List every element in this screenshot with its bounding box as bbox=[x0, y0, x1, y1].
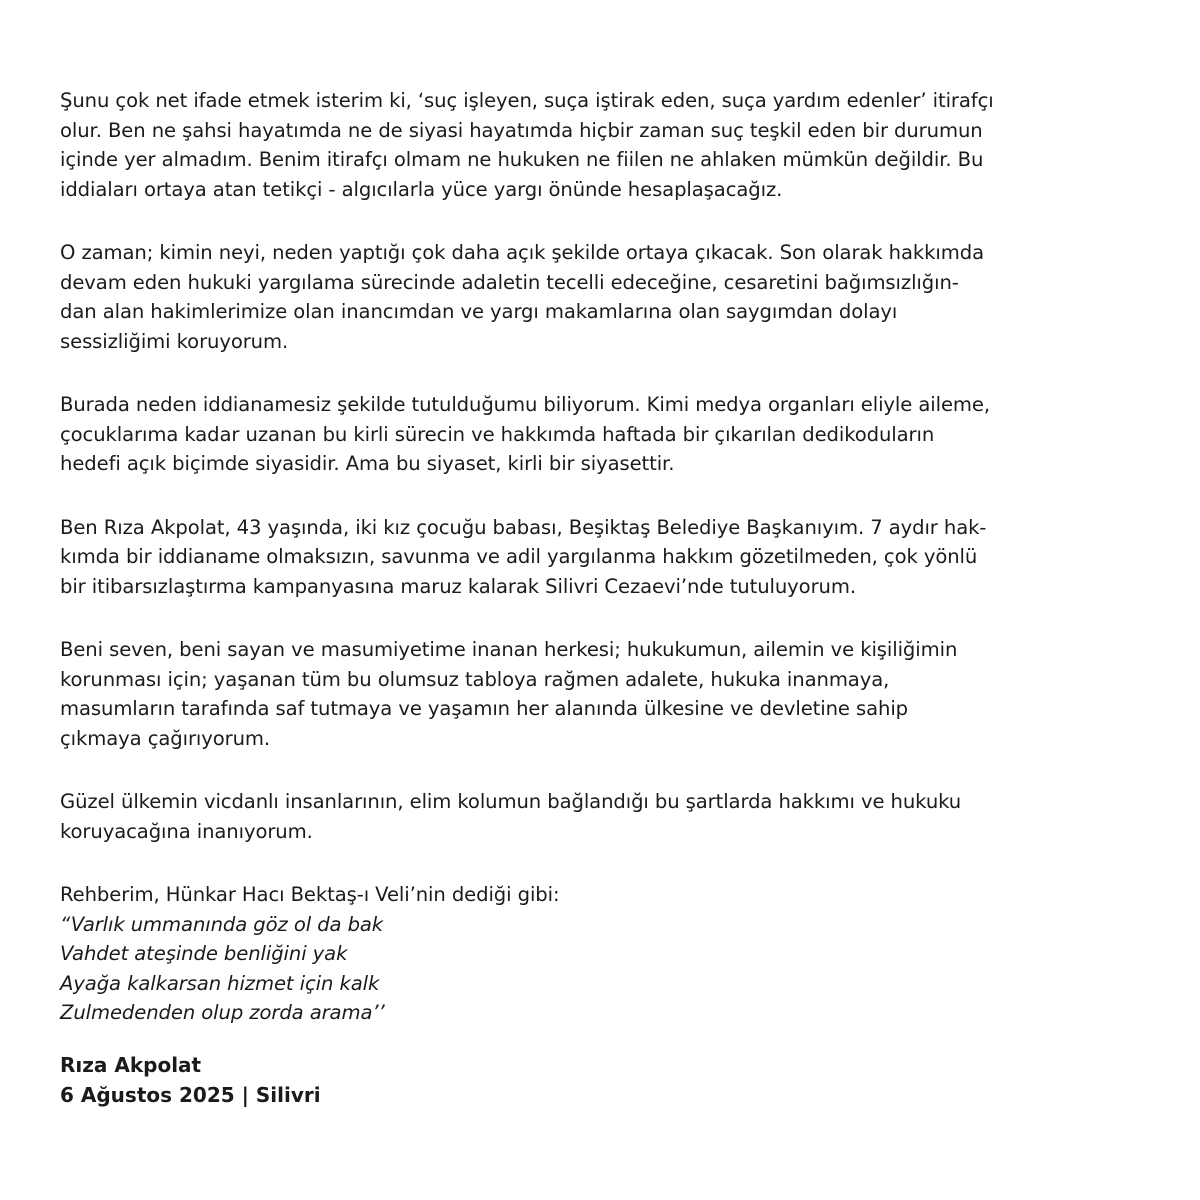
text-line: içinde yer almadım. Benim itirafçı olmam ne hukuken ne fiilen ne ahlaken mümkün değildir. Bu bbox=[60, 148, 984, 171]
text-line: hedefi açık biçimde siyasidir. Ama bu siyaset, kirli bir siyasettir. bbox=[60, 452, 675, 475]
text-line: korunması için; yaşanan tüm bu olumsuz tabloya rağmen adalete, hukuka inanmaya, bbox=[60, 667, 890, 691]
text-line: olur. Ben ne şahsi hayatımda ne de siyasi hayatımda hiçbir zaman suç teşkil eden bir durumun bbox=[60, 118, 983, 142]
poem-line: “Varlık ummanında göz ol da bak bbox=[60, 912, 384, 936]
text-line: Güzel ülkemin vicdanlı insanlarının, elim kolumun bağlandığı bu şartlarda hakkımı ve hukuku bbox=[60, 790, 962, 813]
paragraph-3 bbox=[60, 390, 1145, 479]
paragraph-2 bbox=[60, 238, 1145, 356]
poem-line: Vahdet ateşinde benliğini yak bbox=[60, 942, 348, 965]
text-line: O zaman; kimin neyi, neden yaptığı çok daha açık şekilde ortaya çıkacak. Son olarak hakkımda bbox=[60, 241, 984, 264]
paragraph-4 bbox=[60, 513, 1145, 602]
text-line: çocuklarıma kadar uzanan bu kirli sürecin ve hakkımda haftada bir çıkarılan dedikoduların bbox=[60, 422, 935, 446]
text-line: kımda bir iddianame olmaksızın, savunma ve adil yargılanma hakkım gözetilmeden, çok yönlü bbox=[60, 545, 978, 568]
paragraph-6 bbox=[60, 787, 1145, 846]
text-line: masumların tarafında saf tutmaya ve yaşamın her alanında ülkesine ve devletine sahip bbox=[60, 697, 909, 720]
text-line: bir itibarsızlaştırma kampanyasına maruz kalarak Silivri Cezaevi’nde tutuluyorum. bbox=[60, 574, 856, 598]
poem-block bbox=[60, 880, 1145, 1028]
text-line: devam eden hukuki yargılama sürecinde adaletin tecelli edeceğine, cesaretini bağımsızlığın- bbox=[60, 270, 959, 294]
text-line: iddiaları ortaya atan tetikçi - algıcılarla yüce yargı önünde hesaplaşacağız. bbox=[60, 177, 783, 201]
poem-intro: Rehberim, Hünkar Hacı Bektaş-ı Veli’nin dediği gibi: bbox=[60, 883, 560, 906]
text-line: Beni seven, beni sayan ve masumiyetime inanan herkesi; hukukumun, ailemin ve kişiliğimin bbox=[60, 638, 958, 661]
poem-line: Ayağa kalkarsan hizmet için kalk bbox=[60, 971, 380, 995]
paragraph-5 bbox=[60, 635, 1145, 753]
text-line: Şunu çok net ifade etmek isterim ki, ‘suç işleyen, suça iştirak eden, suça yardım edenler’ itirafçı bbox=[60, 89, 994, 112]
text-line: çıkmaya çağırıyorum. bbox=[60, 726, 271, 750]
text-line: sessizliğimi koruyorum. bbox=[60, 329, 289, 353]
signature-date-place: 6 Ağustos 2025 | Silivri bbox=[60, 1083, 321, 1107]
text-line: dan alan hakimlerimize olan inancımdan ve yargı makamlarına olan saygımdan dolayı bbox=[60, 300, 898, 323]
text-line: Burada neden iddianamesiz şekilde tutulduğumu biliyorum. Kimi medya organları eliyle aileme, bbox=[60, 393, 990, 416]
signature-name: Rıza Akpolat bbox=[60, 1053, 202, 1077]
text-line: koruyacağına inanıyorum. bbox=[60, 819, 313, 843]
paragraph-1 bbox=[60, 86, 1145, 204]
letter-body bbox=[60, 86, 1145, 1062]
poem-line: Zulmedenden olup zorda arama’’ bbox=[60, 1001, 385, 1024]
signature-block bbox=[60, 1050, 321, 1110]
text-line: Ben Rıza Akpolat, 43 yaşında, iki kız çocuğu babası, Beşiktaş Belediye Başkanıyım. 7 aydır hak- bbox=[60, 515, 987, 539]
